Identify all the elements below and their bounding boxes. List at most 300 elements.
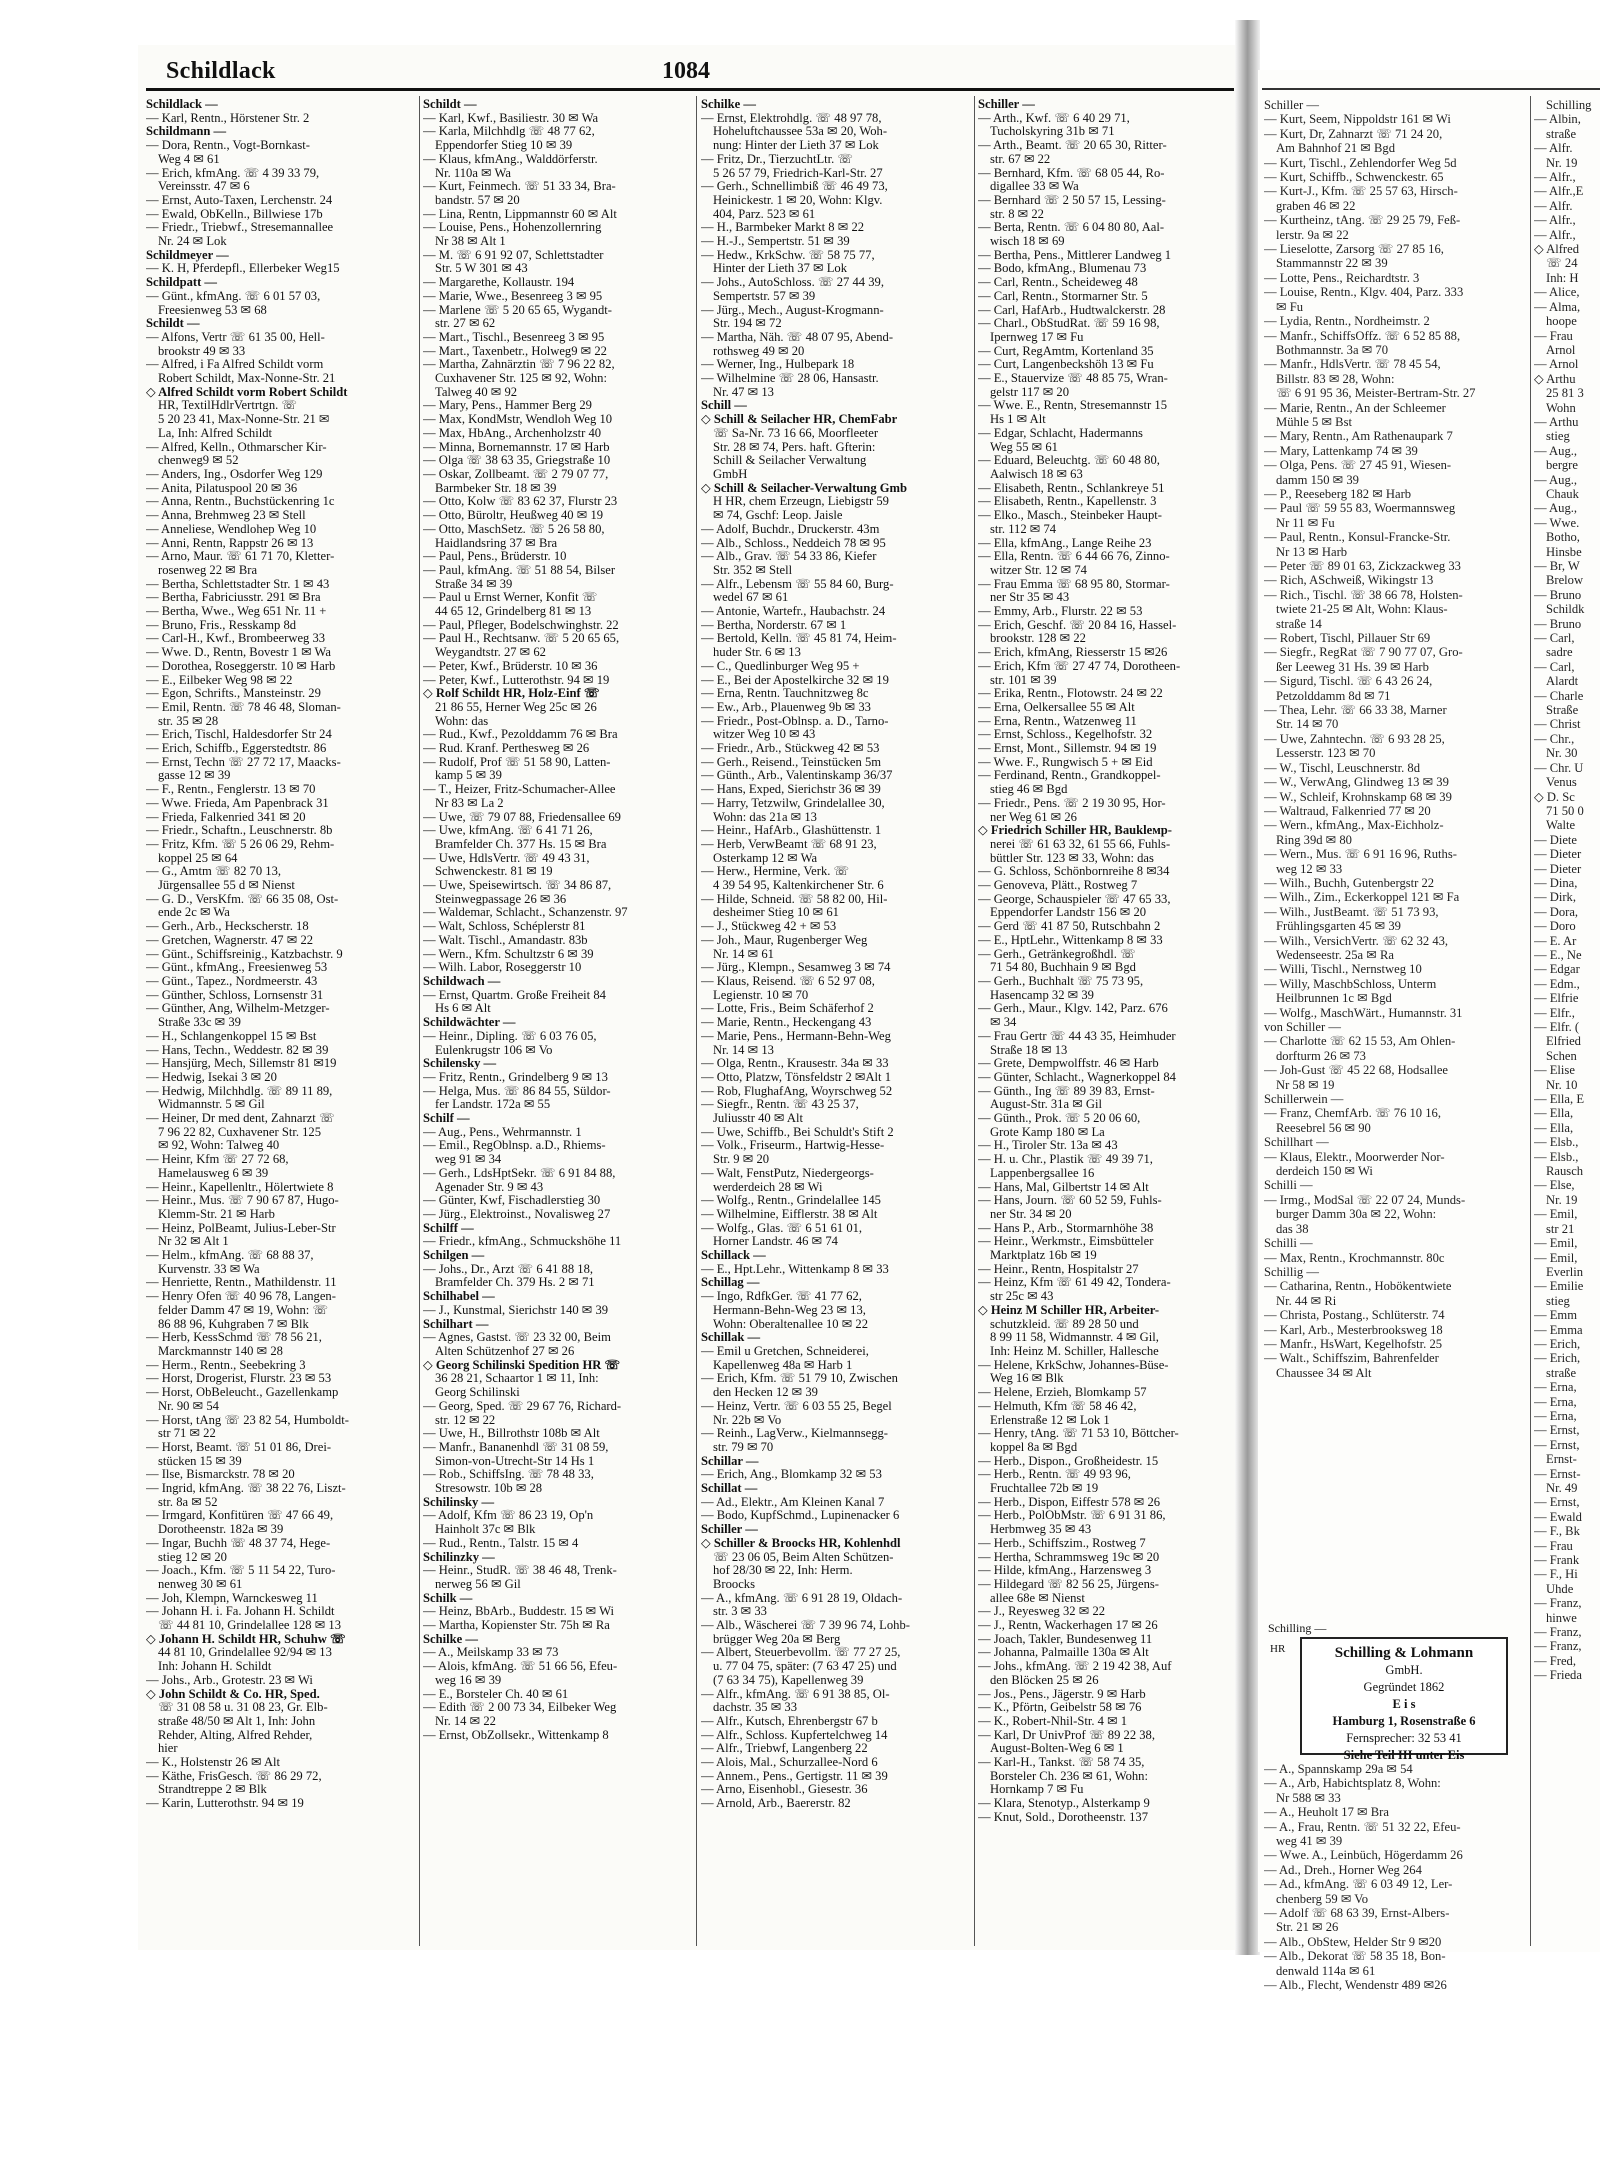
column-3 xyxy=(701,98,969,1948)
directory-entry: nerei ☏ 61 63 32, 61 55 66, Fuhls- xyxy=(990,837,1171,851)
directory-entry: — Aug., xyxy=(1534,443,1578,458)
directory-entry: — Egon, Schrifts., Mansteinstr. 29 xyxy=(146,687,321,701)
directory-entry: — Mart., Taxenbetr., Holweg9 ✉ 22 xyxy=(423,344,607,358)
directory-entry: — Adolf, Kfm ☏ 86 23 19, Op'n xyxy=(423,1509,594,1523)
directory-entry: ☏ 44 81 10, Grindelallee 128 ✉ 13 xyxy=(158,1619,341,1633)
directory-entry: — Johs., Dr., Arzt ☏ 6 41 88 18, xyxy=(423,1262,594,1276)
directory-entry: — Jos., Pens., Jägerstr. 9 ✉ Harb xyxy=(978,1687,1146,1701)
directory-entry: Hainholt 37c ✉ Blk xyxy=(435,1523,536,1537)
directory-entry: — Friedr., Schaftn., Leuschnerstr. 8b xyxy=(146,824,333,838)
directory-entry: straße xyxy=(1546,126,1577,141)
directory-entry: Schilli — xyxy=(1264,1178,1313,1193)
directory-entry: — Lieselotte, Zarsorg ☏ 27 85 16, xyxy=(1264,242,1444,257)
directory-entry: — Olga, Pens. ☏ 27 45 91, Wiesen- xyxy=(1264,458,1452,473)
directory-entry: Schilinsky — xyxy=(423,1495,495,1509)
directory-entry: — Bruno xyxy=(1534,616,1582,631)
directory-entry: Schildwächter — xyxy=(423,1016,516,1030)
directory-entry: — Horst, tAng ☏ 23 82 54, Humboldt- xyxy=(146,1413,349,1427)
directory-entry: — Paul, Pens., Brüderstr. 10 xyxy=(423,550,567,564)
directory-entry: — Alois, Mal., Schurzallee-Nord 6 xyxy=(701,1756,878,1770)
directory-entry: Marktplatz 16b ✉ 19 xyxy=(990,1249,1097,1263)
directory-entry: — H., Barmbeker Markt 8 ✉ 22 xyxy=(701,221,865,235)
directory-entry: — Oskar, Zollbeamt. ☏ 2 79 07 77, xyxy=(423,467,609,481)
directory-entry: wedel 67 ✉ 61 xyxy=(713,591,789,605)
directory-entry: Schiller — xyxy=(978,98,1035,111)
directory-entry: — Emil, Rentn. ☏ 78 46 48, Sloman- xyxy=(146,700,341,714)
company-advertisement xyxy=(1300,1637,1508,1762)
directory-entry: — A., Frau, Rentn. ☏ 51 32 22, Efeu- xyxy=(1264,1819,1461,1834)
directory-entry: Schillar — xyxy=(701,1454,759,1468)
directory-entry: — Gerh., Reisend., Teinstücken 5m xyxy=(701,755,882,769)
directory-entry: 8 99 11 58, Widmannstr. 4 ✉ Gil, xyxy=(990,1331,1159,1345)
directory-entry: — Wern., kfmAng., Max-Eichholz- xyxy=(1264,818,1444,833)
directory-entry: — E., Stauervize ☏ 48 85 75, Wran- xyxy=(978,372,1168,386)
directory-entry: — J., Rentn, Wackerhagen 17 ✉ 26 xyxy=(978,1619,1158,1633)
directory-entry: — Peter ☏ 89 01 63, Zickzackweg 33 xyxy=(1264,559,1461,573)
directory-entry: — Elko., Masch., Steinbeker Haupt- xyxy=(978,509,1162,523)
facing-column-b xyxy=(1534,98,1600,1683)
directory-entry: — Marlene ☏ 5 20 65 65, Wygandt- xyxy=(423,303,612,317)
directory-entry: ner Str 35 ✉ 43 xyxy=(990,591,1070,605)
directory-entry: 44 65 12, Grindelberg 81 ✉ 13 xyxy=(435,605,592,619)
directory-entry: August-Bolten-Weg 6 ✉ 1 xyxy=(990,1742,1124,1756)
directory-entry: — Gerh., Buchhalt ☏ 75 73 95, xyxy=(978,975,1144,988)
directory-entry: Hermann-Behn-Weg 23 ✉ 13, xyxy=(713,1303,866,1317)
directory-entry: stieg xyxy=(1546,1293,1570,1308)
directory-entry: — Carl, xyxy=(1534,659,1575,674)
directory-entry: brügger Weg 20a ✉ Berg xyxy=(713,1632,841,1646)
directory-entry: Wohn: das 21a ✉ 13 xyxy=(713,810,817,824)
directory-entry: — Gerh., Maur., Klgv. 142, Parz. 676 xyxy=(978,1002,1168,1016)
directory-entry: Rausch xyxy=(1546,1164,1584,1179)
directory-entry: — Erna, xyxy=(1534,1380,1577,1395)
directory-entry: — Herm., Rentn., Seebekring 3 xyxy=(146,1358,306,1372)
directory-entry: ◇ Heinz M Schiller HR, Arbeiter- xyxy=(978,1303,1160,1317)
directory-entry: Botho, xyxy=(1546,530,1580,545)
directory-entry: — Alfr.,E xyxy=(1534,184,1584,199)
directory-entry: Schilff — xyxy=(423,1221,474,1235)
directory-entry: — H.-J., Sempertstr. 51 ✉ 39 xyxy=(701,235,850,249)
directory-entry: — Käthe, FrisGesch. ☏ 86 29 72, xyxy=(146,1769,322,1783)
directory-entry: — Joh-Gust ☏ 45 22 68, Hodsallee xyxy=(1264,1063,1448,1078)
directory-entry: — Willi, Tischl., Nernstweg 10 xyxy=(1264,962,1422,977)
directory-entry: Frühlingsgarten 45 ✉ 39 xyxy=(1276,919,1401,934)
directory-entry: — Joach, Takler, Bundesenweg 11 xyxy=(978,1632,1153,1646)
directory-entry: Wohn: das xyxy=(435,714,489,728)
directory-entry: — Ella, Rentn. ☏ 6 44 66 76, Zinno- xyxy=(978,550,1170,564)
directory-entry: — Heinz, BbArb., Buddestr. 15 ✉ Wi xyxy=(423,1605,615,1619)
column-divider xyxy=(419,96,420,1946)
directory-entry: — Lotte, Pens., Reichardtstr. 3 xyxy=(1264,270,1420,285)
directory-entry: — Henriette, Rentn., Mathildenstr. 11 xyxy=(146,1276,337,1290)
directory-entry: — Arthu xyxy=(1534,414,1579,429)
directory-entry: brookstr. 128 ✉ 22 xyxy=(990,632,1086,646)
directory-entry: — Paul, Pfleger, Bodelschwinghstr. 22 xyxy=(423,618,619,632)
directory-entry: Schildwach — xyxy=(423,975,501,988)
directory-entry: — Gerh., LdsHptSekr. ☏ 6 91 84 88, xyxy=(423,1166,616,1180)
directory-entry: nerweg 56 ✉ Gil xyxy=(435,1577,521,1591)
directory-entry: — Wwe. A., Leinbüch, Högerdamm 26 xyxy=(1264,1848,1463,1863)
running-head: Schildlack xyxy=(166,58,276,84)
directory-entry: — Jürg., Klempn., Sesamweg 3 ✉ 74 xyxy=(701,961,891,975)
directory-entry: — Horst, Drogerist, Flurstr. 23 ✉ 53 xyxy=(146,1372,332,1386)
directory-entry: — Ingar, Buchh ☏ 48 37 74, Hege- xyxy=(146,1536,331,1550)
directory-entry: str. 101 ✉ 39 xyxy=(990,673,1057,687)
directory-entry: — Ernst, Mont., Sillemstr. 94 ✉ 19 xyxy=(978,742,1157,756)
directory-entry: — Berta, Rentn. ☏ 6 04 80 80, Aal- xyxy=(978,221,1165,235)
directory-entry: — Aug., xyxy=(1534,501,1578,516)
directory-entry: — G. D., VersKfm. ☏ 66 35 08, Ost- xyxy=(146,892,339,906)
directory-entry: — Bertold, Kelln. ☏ 45 81 74, Heim- xyxy=(701,632,897,646)
directory-entry: Nr. 90 ✉ 54 xyxy=(158,1399,219,1413)
directory-entry: rosenweg 22 ✉ Bra xyxy=(158,563,258,577)
directory-entry: Walte xyxy=(1546,818,1576,833)
directory-entry: — Günt., kfmAng., Freesienweg 53 xyxy=(146,961,328,975)
directory-entry: — Peter, Kwf., Brüderstr. 10 ✉ 36 xyxy=(423,659,598,673)
directory-entry: — Erich, xyxy=(1534,1336,1581,1351)
directory-entry: H HR, chem Erzeugn, Liebigstr 59 xyxy=(713,495,889,509)
directory-entry: — Hildegard ☏ 82 56 25, Jürgens- xyxy=(978,1577,1159,1591)
directory-entry: Bramfelder Ch. 377 Hs. 15 ✉ Bra xyxy=(435,837,607,851)
directory-entry: — F., Hi xyxy=(1534,1567,1578,1582)
directory-entry: — Herb., Dispon, Eiffestr 578 ✉ 26 xyxy=(978,1495,1161,1509)
directory-entry: Osterkamp 12 ✉ Wa xyxy=(713,851,818,865)
directory-entry: — Max, HbAng., Archenholzstr 40 xyxy=(423,426,602,440)
directory-entry: — Else, xyxy=(1534,1178,1575,1193)
directory-entry: — Ernst, xyxy=(1534,1495,1580,1510)
directory-entry: — Walt, Schloss, Schéplerstr 81 xyxy=(423,920,586,934)
directory-entry: — Heinr., HafArb., Glashüttenstr. 1 xyxy=(701,824,882,838)
directory-entry: str. 3 ✉ 33 xyxy=(713,1605,767,1619)
directory-entry: 4 39 54 95, Kaltenkirchener Str. 6 xyxy=(713,879,884,893)
directory-entry: — Heinr., Dipling. ☏ 6 03 76 05, xyxy=(423,1029,597,1043)
directory-entry: — Edgar xyxy=(1534,962,1580,977)
directory-entry: 5 26 57 79, Friedrich-Karl-Str. 27 xyxy=(713,166,883,180)
directory-entry: — Hans, Mal, Gilbertstr 14 ✉ Alt xyxy=(978,1180,1149,1194)
directory-entry: 71 50 0 xyxy=(1546,803,1584,818)
directory-entry: Billstr. 83 ✉ 28, Wohn: xyxy=(1276,371,1395,386)
directory-entry: Nr. 19 xyxy=(1546,1192,1578,1207)
directory-entry: str. 112 ✉ 74 xyxy=(990,522,1057,536)
directory-entry: Wohn xyxy=(1546,400,1576,415)
directory-entry: — Minna, Bornemannstr. 17 ✉ Harb xyxy=(423,440,610,454)
directory-entry: — Max, Rentn., Krochmannstr. 80c xyxy=(1264,1250,1445,1265)
directory-entry: — P., Reeseberg 182 ✉ Harb xyxy=(1264,486,1412,501)
directory-entry: Schillerwein — xyxy=(1264,1092,1344,1107)
directory-entry: ◇ Schill & Seilacher-Verwaltung Gmb xyxy=(701,481,908,495)
directory-entry: — Christ xyxy=(1534,717,1581,732)
directory-entry: — Karl, Kwf., Basiliestr. 30 ✉ Wa xyxy=(423,111,599,125)
directory-entry: Grote Kamp 180 ✉ La xyxy=(990,1125,1105,1139)
directory-entry: — H. u. Chr., Plastik ☏ 49 39 71, xyxy=(978,1153,1153,1167)
directory-entry: — Anneliese, Wendlohер Weg 10 xyxy=(146,522,317,536)
facing-header-rule xyxy=(1262,88,1600,90)
directory-entry: büttler Str. 123 ✉ 33, Wohn: das xyxy=(990,851,1154,865)
directory-entry: — Waldemar, Schlacht., Schanzenstr. 97 xyxy=(423,906,628,920)
directory-entry: — Max, KondMstr, Wendloh Weg 10 xyxy=(423,413,613,427)
directory-entry: Brelow xyxy=(1546,573,1584,588)
directory-entry: Arnol xyxy=(1546,342,1576,357)
directory-entry: — Ella, xyxy=(1534,1106,1574,1121)
directory-entry: Schildlack — xyxy=(146,98,218,111)
directory-entry: — Gerd ☏ 41 87 50, Rutschbahn 2 xyxy=(978,920,1161,934)
directory-entry: — Alfr. xyxy=(1534,141,1573,156)
directory-entry: ☏ 24 xyxy=(1546,256,1578,271)
directory-entry: — Gerh., Arb., Heckscherstr. 18 xyxy=(146,920,309,934)
directory-entry: den Hecken 12 ✉ 39 xyxy=(713,1386,818,1400)
directory-entry: Straße 34 ✉ 39 xyxy=(435,577,513,591)
directory-entry: — Wilh. Labor, Roseggerstr 10 xyxy=(423,961,582,975)
directory-entry: — Helga, Mus. ☏ 86 84 55, Süldor- xyxy=(423,1084,611,1098)
directory-entry: — Alfr., Schloss. Kupfertelchweg 14 xyxy=(701,1728,888,1742)
directory-entry: Schiller — xyxy=(701,1523,758,1537)
directory-entry: Hinter der Lieth 37 ✉ Lok xyxy=(713,262,848,276)
directory-entry: — Carl, Rentn., Stormarner Str. 5 xyxy=(978,289,1148,303)
directory-entry: — Carl, xyxy=(1534,631,1575,646)
directory-entry: Alten Schützenhof 27 ✉ 26 xyxy=(435,1344,575,1358)
directory-entry: — Heinr, Kfm ☏ 27 72 68, xyxy=(146,1153,289,1167)
directory-entry: — Frank xyxy=(1534,1553,1580,1568)
directory-entry: witzer Weg 10 ✉ 43 xyxy=(713,728,816,742)
directory-entry: Dorotheenstr. 182a ✉ 39 xyxy=(158,1523,284,1537)
directory-entry: — Arnol xyxy=(1534,357,1579,372)
directory-entry: den Blöcken 25 ✉ 26 xyxy=(990,1673,1099,1687)
directory-entry: — Henry, tAng. ☏ 71 53 10, Böttcher- xyxy=(978,1427,1179,1441)
directory-entry: — Helm., kfmAng. ☏ 68 88 37, xyxy=(146,1249,314,1263)
directory-entry: — Kurtheinz, tAng. ☏ 29 25 79, Feß- xyxy=(1264,213,1461,228)
directory-entry: nenweg 30 ✉ 61 xyxy=(158,1577,243,1591)
directory-entry: ◇ Rolf Schildt HR, Holz-Einf ☏ xyxy=(423,687,600,701)
directory-entry: — E., Borsteler Ch. 40 ✉ 61 xyxy=(423,1687,569,1701)
directory-entry: Schen xyxy=(1546,1048,1577,1063)
directory-entry: — Alb., Wäscherei ☏ 7 39 96 74, Lohb- xyxy=(701,1619,910,1633)
directory-entry: — Walt., Schiffszim, Bahrenfelder xyxy=(1264,1351,1439,1366)
directory-entry: — Emil., RegOblnsp. a.D., Rhiems- xyxy=(423,1139,606,1153)
directory-entry: — Kurt, Seem, Nippoldstr 161 ✉ Wi xyxy=(1264,112,1451,127)
directory-entry: — Arth., Kwf. ☏ 6 40 29 71, xyxy=(978,111,1130,125)
directory-entry: burger Damm 30a ✉ 22, Wohn: xyxy=(1276,1207,1437,1222)
directory-entry: — Alfr., Kutsch, Ehrenbergstr 67 b xyxy=(701,1714,878,1728)
directory-entry: straße xyxy=(1546,1365,1577,1380)
directory-entry: von Schiller — xyxy=(1264,1020,1341,1034)
directory-entry: — Elisabeth, Rentn., Schlankreye 51 xyxy=(978,481,1165,495)
directory-entry: — Ew., Arb., Plauenweg 9b ✉ 33 xyxy=(701,700,871,714)
directory-entry: — Rob., SchiffsIng. ☏ 78 48 33, xyxy=(423,1468,594,1482)
directory-entry: stieg xyxy=(1546,429,1570,444)
directory-entry: — Eduard, Beleuchtg. ☏ 60 48 80, xyxy=(978,454,1160,468)
directory-entry: — Ella, kfmAng., Lange Reihe 23 xyxy=(978,536,1152,550)
directory-entry: — Paul, kfmAng. ☏ 51 88 54, Bilser xyxy=(423,563,616,577)
directory-entry: — Erich, Tischl, Haldesdorfer Str 24 xyxy=(146,728,332,742)
directory-entry: Simon-von-Utrecht-Str 14 Hs 1 xyxy=(435,1454,595,1468)
directory-entry: chenweg9 ✉ 52 xyxy=(158,454,239,468)
directory-entry: hier xyxy=(158,1742,178,1756)
directory-entry: — Marie, Wwe., Besenreeg 3 ✉ 95 xyxy=(423,289,603,303)
directory-entry: stieg 46 ✉ Bgd xyxy=(990,783,1068,797)
directory-entry: str 21 xyxy=(1546,1221,1575,1236)
directory-entry: — Karl, Rentn., Hörstener Str. 2 xyxy=(146,111,310,125)
directory-entry: — Günth., Ing ☏ 89 39 83, Ernst- xyxy=(978,1084,1155,1098)
directory-entry: — Uwe, H., Billrothstr 108b ✉ Alt xyxy=(423,1427,600,1441)
directory-entry: str 71 ✉ 22 xyxy=(158,1427,216,1441)
directory-entry: Eppendorfer Stieg 10 ✉ 39 xyxy=(435,139,573,153)
directory-entry: — Rud., Rentn., Talstr. 15 ✉ 4 xyxy=(423,1536,579,1550)
directory-entry: bergre xyxy=(1546,458,1578,473)
directory-entry: (7 63 34 75), Kapellenweg 39 xyxy=(713,1673,864,1687)
directory-entry: — Waltraud, Falkenried 77 ✉ 20 xyxy=(1264,803,1431,818)
directory-entry: Schilinzky — xyxy=(423,1550,495,1564)
directory-entry: — Irmgard, Konfitüren ☏ 47 66 49, xyxy=(146,1509,334,1523)
directory-entry: — Erna, xyxy=(1534,1394,1577,1409)
directory-entry: — Heinz, Kfm ☏ 61 49 42, Tonderа- xyxy=(978,1276,1171,1290)
directory-entry: twiete 21-25 ✉ Alt, Wohn: Klaus- xyxy=(1276,602,1448,617)
directory-entry: — Wilh., VersichVertr. ☏ 62 32 43, xyxy=(1264,933,1449,948)
directory-entry: — Anni, Rentn, Rappstr 26 ✉ 13 xyxy=(146,536,314,550)
directory-entry: — T., Heizer, Fritz-Schumacher-Allee xyxy=(423,783,616,797)
column-divider xyxy=(696,96,697,1946)
directory-entry: — Martha, Näh. ☏ 48 07 95, Abend- xyxy=(701,330,894,344)
directory-entry: Schillat — xyxy=(701,1482,758,1496)
directory-entry: — Carl, Rentn., Scheideweg 48 xyxy=(978,276,1138,290)
directory-entry: — Mary, Rentn., Am Rathenaupark 7 xyxy=(1264,429,1453,444)
directory-entry: Hamelausweg 6 ✉ 39 xyxy=(158,1166,269,1180)
directory-entry: — Dorothea, Roseggerstr. 10 ✉ Harb xyxy=(146,659,336,673)
directory-entry: Schillig — xyxy=(1264,1264,1319,1279)
directory-entry: — Gretchen, Wagnerstr. 47 ✉ 22 xyxy=(146,933,314,947)
directory-entry: chenberg 59 ✉ Vo xyxy=(1276,1891,1369,1906)
directory-entry: — Rich, ASchweiß, Wikingstr 13 xyxy=(1264,573,1434,588)
directory-entry: Herbmweg 35 ✉ 43 xyxy=(990,1523,1092,1537)
column-1 xyxy=(146,98,416,1948)
directory-entry: — Uwe, ☏ 79 07 88, Friedensallee 69 xyxy=(423,810,621,824)
directory-entry: — Christa, Postang., Schlüterstr. 74 xyxy=(1264,1308,1445,1323)
directory-entry: — Günther, Ang, Wilhelm-Metzger- xyxy=(146,1002,330,1016)
directory-entry: desheimer Stieg 10 ✉ 61 xyxy=(713,906,839,920)
directory-entry: — Lina, Rentn, Lippmannstr 60 ✉ Alt xyxy=(423,207,617,221)
directory-entry: Nr. 14 ✉ 61 xyxy=(713,947,774,961)
directory-entry: — Erika, Rentn., Flotowstr. 24 ✉ 22 xyxy=(978,687,1163,701)
directory-entry: Klemm-Str. 21 ✉ Harb xyxy=(158,1207,275,1221)
directory-entry: Nr. 24 ✉ Lok xyxy=(158,235,227,249)
directory-entry: — Dieter xyxy=(1534,847,1582,862)
directory-entry: Schilhart — xyxy=(423,1317,489,1331)
directory-entry: str. 67 ✉ 22 xyxy=(990,152,1051,166)
directory-entry: — Franz, xyxy=(1534,1596,1582,1611)
directory-entry: HR, TextilHdlrVertrtgn. ☏ xyxy=(158,399,298,413)
directory-entry: Nr 11 ✉ Fu xyxy=(1276,515,1335,530)
directory-entry: Haidlandsring 37 ✉ Bra xyxy=(435,536,558,550)
column-4 xyxy=(978,98,1234,1948)
directory-entry: Ernst- xyxy=(1546,1452,1577,1467)
directory-entry: — Doro xyxy=(1534,919,1576,934)
column-divider xyxy=(974,96,975,1946)
directory-entry: — Heinz, Vertr. ☏ 6 03 55 25, Begel xyxy=(701,1399,892,1413)
directory-entry: — Elfrie xyxy=(1534,991,1579,1006)
directory-entry: — Otto, MaschSetz. ☏ 5 26 58 80, xyxy=(423,522,605,536)
directory-entry: Jürgensallee 55 d ✉ Nienst xyxy=(158,879,295,893)
directory-entry: — Fritz, Dr., TierzuchtLtr. ☏ xyxy=(701,152,854,166)
directory-entry: Stammannstr 22 ✉ 39 xyxy=(1276,256,1388,271)
directory-entry: — Wwe. D., Rentn, Bovestr 1 ✉ Wa xyxy=(146,646,332,660)
directory-entry: — Alice, xyxy=(1534,285,1580,300)
directory-entry: — Heinr., Mus. ☏ 7 90 67 87, Hugo- xyxy=(146,1194,339,1208)
directory-entry: — Uwe, Zahntechn. ☏ 6 93 28 25, xyxy=(1264,731,1445,746)
directory-entry: La, Inh: Alfred Schildt xyxy=(158,426,273,440)
directory-entry: — Rich., Tischl. ☏ 38 66 78, Holsten- xyxy=(1264,587,1463,602)
directory-entry: Wohn: Oberaltenallee 10 ✉ 22 xyxy=(713,1317,869,1331)
directory-entry: Schillhart — xyxy=(1264,1135,1329,1150)
directory-entry: — Henry Ofen ☏ 40 96 78, Langen- xyxy=(146,1290,336,1304)
directory-entry: 36 28 21, Schaartor 1 ✉ 11, Inh: xyxy=(435,1372,599,1386)
directory-entry: Am Bahnhof 21 ✉ Bgd xyxy=(1276,141,1395,156)
directory-entry: — K., Robert-Nhil-Str. 4 ✉ 1 xyxy=(978,1714,1128,1728)
directory-entry: ner Str. 34 ✉ 20 xyxy=(990,1207,1072,1221)
directory-entry: Schilf — xyxy=(423,1112,470,1126)
directory-entry: — Joh., Maur, Rugenberger Weg xyxy=(701,933,868,947)
directory-entry: — Erich, Ang., Blomkamp 32 ✉ 53 xyxy=(701,1468,882,1482)
directory-entry: Chauk xyxy=(1546,486,1579,501)
directory-entry: — Bertha, Norderstr. 67 ✉ 1 xyxy=(701,618,847,632)
directory-entry: — Wolfg., MaschWärt., Humannstr. 31 xyxy=(1264,1005,1463,1020)
directory-entry: 21 86 55, Herner Weg 25c ✉ 26 xyxy=(435,700,597,714)
directory-entry: — Alfr., xyxy=(1534,213,1576,228)
directory-entry: — E. Ar xyxy=(1534,933,1577,948)
directory-entry: — Louise, Pens., Hohenzollernring xyxy=(423,221,602,235)
directory-entry: — Hilde, Schneid. ☏ 58 82 00, Hil- xyxy=(701,892,888,906)
directory-entry: — Wwe. Frieda, Am Papenbrack 31 xyxy=(146,796,329,810)
directory-entry: — Knut, Sold., Dorotheenstr. 137 xyxy=(978,1810,1149,1824)
directory-entry: ◇ Arthu xyxy=(1534,371,1576,386)
directory-entry: — Jürg., Mech., August-Krogmann- xyxy=(701,303,884,317)
directory-entry: Schildmann — xyxy=(146,125,227,139)
directory-entry: — Alma, xyxy=(1534,299,1581,314)
directory-entry: — Elsb., xyxy=(1534,1135,1579,1150)
directory-entry: ◇ Alfred Schildt vorm Robert Schildt xyxy=(146,385,348,399)
directory-entry: str. 79 ✉ 70 xyxy=(713,1440,774,1454)
directory-entry: — Erna, Rentn., Watzenweg 11 xyxy=(978,714,1137,728)
directory-entry: — Bertha, Fabriciusstr. 291 ✉ Bra xyxy=(146,591,321,605)
directory-entry: — M. ☏ 6 91 92 07, Schlettstadter xyxy=(423,248,604,262)
directory-entry: — Günt., Tapez., Nordmeerstr. 43 xyxy=(146,975,318,988)
directory-entry: — Heinr., Kapellenltr., Hölertwiete 8 xyxy=(146,1180,334,1194)
directory-entry: — Charl., ObStudRat. ☏ 59 16 98, xyxy=(978,317,1160,331)
directory-entry: — Herb, VerwBeamt ☏ 68 91 23, xyxy=(701,837,877,851)
directory-entry: — Paul u Ernst Werner, Konfit ☏ xyxy=(423,591,598,605)
directory-entry: Schildt — xyxy=(423,98,477,111)
directory-entry: Str. 28 ✉ 74, Pers. haft. Gfterin: xyxy=(713,440,876,454)
directory-entry: — Frieda xyxy=(1534,1668,1582,1683)
directory-entry: ◇ Schiller & Broocks HR, Kohlenhdl xyxy=(701,1536,901,1550)
directory-entry: Lesserstr. 123 ✉ 70 xyxy=(1276,746,1376,761)
directory-entry: — Werner, Ing., Hulbepark 18 xyxy=(701,358,855,372)
directory-entry: — Manfr., SchiffsOffz. ☏ 6 52 85 88, xyxy=(1264,328,1461,343)
directory-entry: — Günter, Schlacht., Wagnerkoppel 84 xyxy=(978,1070,1176,1084)
directory-entry: u. 77 04 75, später: (7 63 47 25) und xyxy=(713,1660,897,1674)
directory-entry: — Agnes, Gastst. ☏ 23 32 00, Beim xyxy=(423,1331,611,1345)
directory-entry: Juliusstr 40 ✉ Alt xyxy=(713,1112,803,1126)
directory-entry: weg 16 ✉ 39 xyxy=(435,1673,502,1687)
directory-entry: — Heinr., Rentn, Hospitalstr 27 xyxy=(978,1262,1139,1276)
directory-entry: Weygandtstr. 27 ✉ 62 xyxy=(435,646,546,660)
ad-company-name: Schilling & Lohmann xyxy=(1334,1645,1474,1661)
directory-entry: Schilhabel — xyxy=(423,1290,495,1304)
directory-entry: Barmbeker Str. 18 ✉ 39 xyxy=(435,481,557,495)
directory-entry: — Ilse, Bismarckstr. 78 ✉ 20 xyxy=(146,1468,295,1482)
directory-entry: — Hans, Journ. ☏ 60 52 59, Fuhls- xyxy=(978,1194,1162,1208)
directory-entry: Schill — xyxy=(701,399,747,413)
directory-entry: — Uwe, Schiffb., Bei Schuldt's Stift 2 xyxy=(701,1125,894,1139)
directory-entry: — Emil u Gretchen, Schneiderei, xyxy=(701,1344,869,1358)
